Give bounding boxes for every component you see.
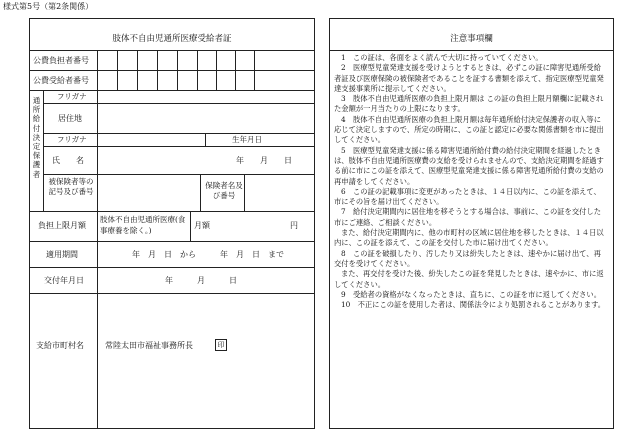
notice-item: 10 不正にこの証を使用した者は、関係法令により処罰されることがあります。 — [341, 300, 606, 310]
recipient-number-label: 公費受給者番号 — [33, 76, 89, 85]
notice-item: 8 この証を破損したり、汚したり又は紛失したときは、速やかに届け出て、再交付を受けてください。 — [334, 248, 601, 268]
furigana-label-1: フリガナ — [57, 92, 87, 101]
notice-item: 6 この証の記載事項に変更があったときは、１４日以内に、この証を添えて、市にその旨を届け出てください。 — [334, 186, 601, 207]
furigana-label-2: フリガナ — [57, 135, 87, 144]
notice-item: 3 肢体不自由児通所医療の負担上限月額は この証の負担上限月額欄に記載された金額が一月当たりの上限になります。 — [334, 94, 604, 114]
seal-stamp: 印 — [215, 339, 227, 351]
municipality-label: 支給市町村名 — [36, 341, 84, 350]
birthdate-label: 生年月日 — [232, 135, 262, 144]
period-label: 適用期間 — [46, 250, 78, 259]
guardian-side-label: 通所給付決定保護者 — [32, 96, 41, 179]
monthly-cap-label: 負担上限月額 — [38, 221, 86, 230]
notice-item: 7 給付決定期間内に居住地を移そうとする場合は、事前に、この証を交付した市にご連絡、ご相談ください。 — [334, 207, 602, 227]
municipality-value: 常陸太田市福祉事務所長 — [105, 341, 193, 350]
notice-list — [334, 53, 608, 310]
notice-item: 9 受給者の資格がなくなったときは、直ちに、この証を市に返してください。 — [341, 289, 602, 299]
notice-item: 4 肢体不自由児通所医療の負担上限月額は毎年通所給付決定保護者の収入等に応じて決定しますので、所定の時期に、この証と認定に必要な関係書類を市に提出してください。 — [334, 114, 604, 145]
notice-item: また、再交付を受けた後、紛失したこの証を発見したときは、速やかに、市に返してください。 — [334, 269, 604, 289]
name-label: 氏 名 — [52, 156, 84, 165]
monthly-cap-description: 肢体不自由児通所医療(食事療養を除く。) — [100, 215, 186, 235]
period-value: 年 月 日 から 年 月 日 まで — [132, 250, 284, 259]
notice-item: また、給付決定期間内に、他の市町村の区域に居住地を移したときは、１４日以内に、この証を添えて、この証を交付した市に届け出てください。 — [334, 228, 604, 248]
address-label: 居住地 — [58, 114, 82, 123]
birthdate-value: 年 月 日 — [236, 156, 292, 165]
certificate-title: 肢体不自由児通所医療受給者証 — [112, 34, 232, 44]
monthly-amount-label: 月額 — [194, 221, 210, 230]
form-number: 様式第5号（第2条関係） — [3, 2, 94, 11]
payer-number-label: 公費負担者番号 — [33, 56, 89, 65]
notice-title: 注意事項欄 — [450, 34, 493, 44]
notice-item: 1 この証は、各面をよく読んで大切に持っていてください。 — [341, 53, 543, 62]
notice-item: 5 医療型児童発達支援に係る障害児通所給付費の給付決定期間を経過したときは、肢体不自由児通所医療費の支給を受けられませんので、支給決定期間を経過する前に市にこの証を添えて、医療型児童発達支援に係る障害児通所給付費の支給の再申請をしてください。 — [334, 145, 604, 186]
insurer-number-label: 保険者名及び番号 — [205, 181, 243, 200]
issue-date-label: 交付年月日 — [44, 276, 84, 285]
issue-date-value: 年 月 日 — [165, 276, 237, 285]
notice-item: 2 医療型児童発達支援を受けようとするときは、必ずこの証に障害児通所受給者証及び医療保険の被保険者であることを証する書類を添えて、指定医療型児童発達支援事業所に提示してください。 — [334, 63, 604, 93]
insured-symbol-label: 被保険者等の記号及び番号 — [48, 177, 94, 196]
yen-label: 円 — [290, 221, 298, 230]
